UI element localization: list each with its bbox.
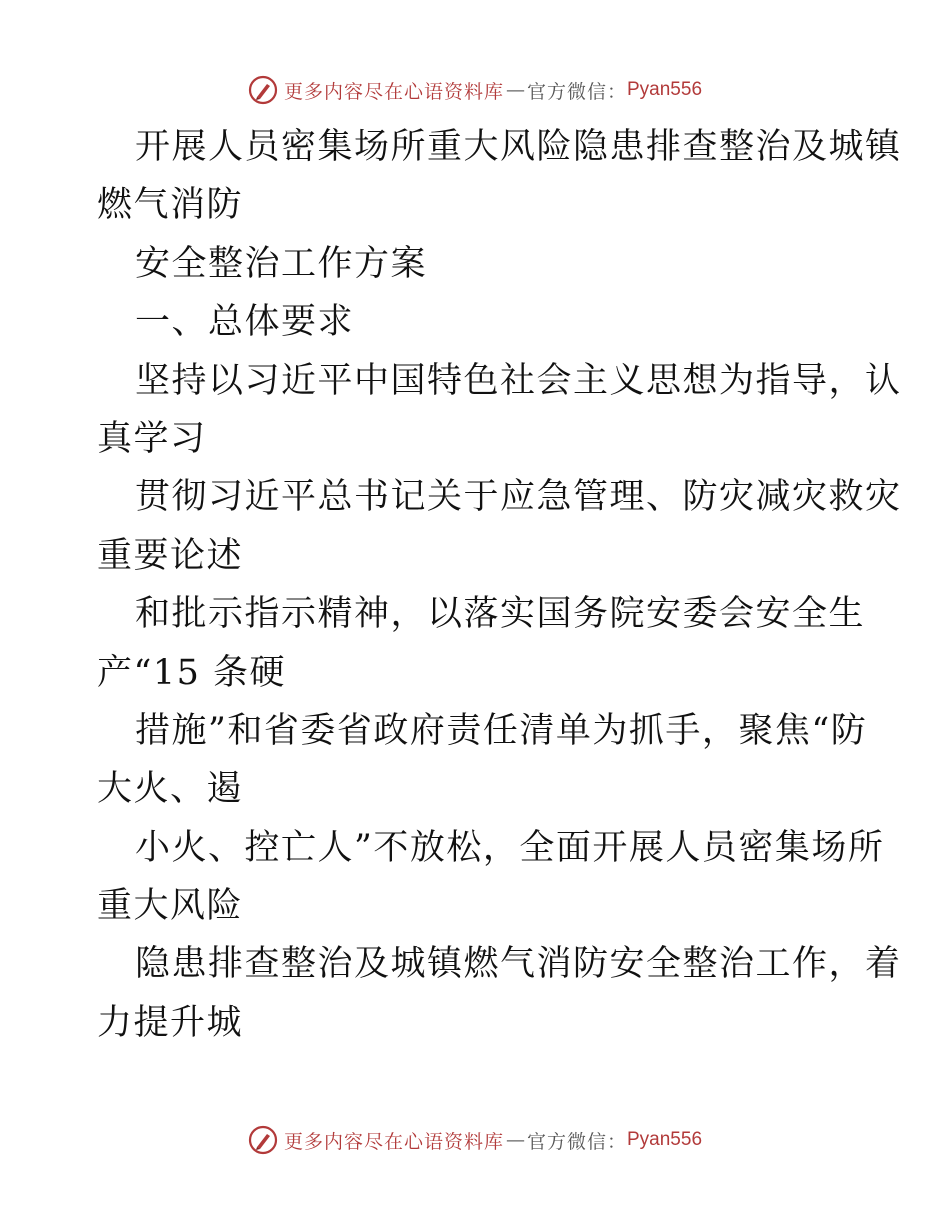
watermark-official-label: 官方微信： — [526, 80, 627, 103]
paragraph-line: 真学习 — [97, 418, 207, 459]
paragraph-line: 产“15 条硬 — [97, 652, 287, 693]
paragraph-line: 和批示指示精神，以落实国务院安委会安全生 — [135, 594, 866, 635]
paragraph-line: 坚持以习近平中国特色社会主义思想为指导，认 — [135, 360, 902, 401]
section-heading: 一、总体要求 — [135, 302, 355, 343]
watermark-wechat-id: Pyan556 — [627, 79, 703, 100]
watermark-separator: — — [505, 79, 525, 101]
paragraph-line: 力提升城 — [97, 1002, 244, 1043]
watermark-separator: — — [505, 1129, 525, 1151]
title-line-1: 开展人员密集场所重大风险隐患排查整治及城镇 — [135, 127, 902, 167]
paragraph-line: 贯彻习近平总书记关于应急管理、防灾减灾救灾 — [135, 477, 902, 518]
pen-logo-icon — [248, 75, 278, 105]
paragraph-line: 重要论述 — [97, 535, 244, 576]
watermark-brand: 更多内容尽在心语资料库 — [283, 80, 504, 103]
watermark-brand: 更多内容尽在心语资料库 — [283, 1130, 504, 1153]
paragraph-line: 大火、遏 — [97, 769, 244, 810]
watermark-official-label: 官方微信： — [526, 1130, 627, 1153]
title-line-2: 燃气消防 — [97, 185, 244, 226]
pen-logo-icon — [248, 1125, 278, 1155]
header-watermark — [0, 70, 950, 110]
watermark-wechat-id: Pyan556 — [627, 1129, 703, 1150]
document-body — [97, 118, 902, 1052]
title-line-3: 安全整治工作方案 — [135, 243, 428, 284]
paragraph-line: 重大风险 — [97, 886, 244, 927]
paragraph-line: 小火、控亡人”不放松，全面开展人员密集场所 — [135, 827, 885, 868]
footer-watermark — [0, 1120, 950, 1160]
paragraph-line: 措施”和省委省政府责任清单为抓手，聚焦“防 — [135, 710, 868, 751]
paragraph-line: 隐患排查整治及城镇燃气消防安全整治工作，着 — [135, 944, 902, 985]
